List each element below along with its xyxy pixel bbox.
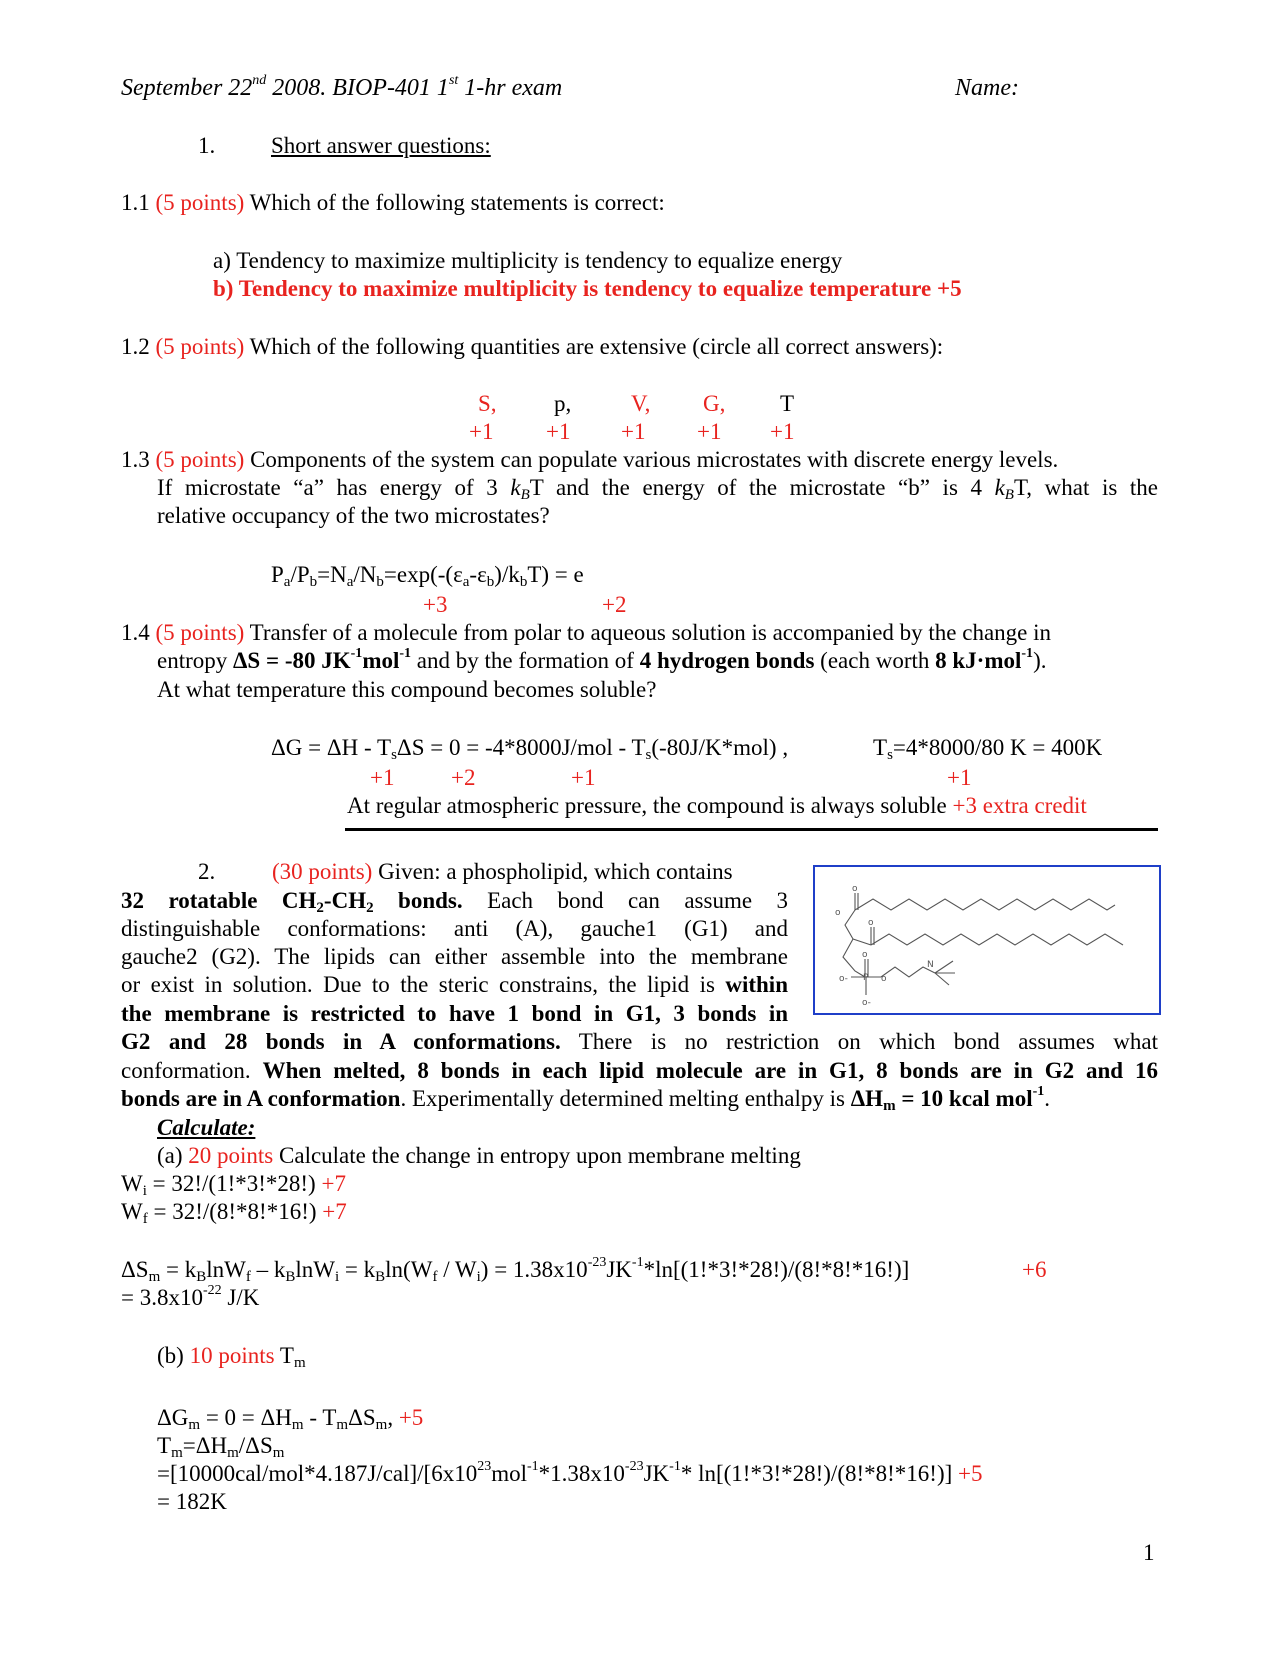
part-b-prompt: (b) 10 points $T_m$ <box>157 1343 306 1372</box>
wi-formula: $W_i = 32!/(1!*3!*28!) +7$ <box>121 1171 346 1200</box>
gibbs-equation: $\Delta G_m = 0 = \Delta H_m - T_m\Delta S_m$, +5 <box>157 1405 424 1434</box>
question-2-line3: distinguishable conformations: anti (A), gauche1 (G1) and <box>121 916 788 941</box>
quantity-s: S, <box>478 391 497 416</box>
svg-text:o-: o- <box>862 998 871 1008</box>
part-a-prompt: (a) 20 points Calculate the change in entropy upon membrane melting <box>157 1143 801 1168</box>
score: +6 <box>1022 1257 1047 1282</box>
temperature-result: $T_s=4*8000/80$ K = 400K <box>873 735 1103 764</box>
question-1-3-line2: If microstate “a” has energy of 3 $k_BT$ and the energy of the microstate “b” is 4 $k_BT$, what is the <box>157 475 1158 504</box>
question-1-3: 1.3 (5 points) Components of the system can populate various microstates with discrete energy levels. <box>121 447 1059 472</box>
score: +1 <box>621 419 646 444</box>
question-2-number: 2. <box>198 859 216 884</box>
svg-text:P: P <box>863 973 869 983</box>
svg-text:o-: o- <box>839 974 848 984</box>
question-2-line7: G2 and 28 bonds in A conformations. There is no restriction on which bond assumes what <box>121 1029 1159 1054</box>
occupancy-equation: $P_a/P_b=N_a/N_b=\exp(-(\varepsilon_a-\varepsilon_b)/k_bT) = e$ <box>271 562 584 591</box>
solubility-note: At regular atmospheric pressure, the compound is always soluble +3 extra credit <box>347 793 1087 818</box>
question-1-3-line3: relative occupancy of the two microstates? <box>157 503 550 528</box>
score: +1 <box>697 419 722 444</box>
tm-calculation: $=[10000cal/mol*4.187J/cal]/[6x10^{23}mol^{-1}*1.38x10^{-23}JK^{-1}*$ ln[(1!*3!*28!)/(8!*8!*16!)] +5 <box>157 1459 983 1486</box>
quantity-p: p, <box>554 391 572 416</box>
svg-text:N: N <box>927 960 934 970</box>
question-2-line9: bonds are in A conformation. Experimentally determined melting enthalpy is $\Delta H_m = 10$ kcal mol$^{-1}$. <box>121 1084 1051 1115</box>
section-number: 1. <box>198 133 216 158</box>
score: +1 <box>546 419 571 444</box>
question-1-4-line2: entropy ΔS = -80 $JK^{-1}mol^{-1}$ and by the formation of 4 hydrogen bonds (each worth 8 kJ·mol$^{-1}$). <box>157 646 1047 673</box>
quantity-g: G, <box>703 391 726 416</box>
svg-text:o: o <box>881 974 887 984</box>
calculate-heading: Calculate: <box>157 1115 256 1140</box>
svg-text:o: o <box>835 908 841 918</box>
name-label: Name: <box>955 75 1019 101</box>
quantity-t: T <box>780 391 795 416</box>
wf-formula: $W_f = 32!/(8!*8!*16!) +7$ <box>121 1199 347 1228</box>
quantity-v: V, <box>631 391 651 416</box>
question-2-line4: gauche2 (G2). The lipids can either assemble into the membrane <box>121 944 788 969</box>
question-1-4: 1.4 (5 points) Transfer of a molecule from polar to aqueous solution is accompanied by the change in <box>121 620 1052 645</box>
exam-header: September 22nd 2008. BIOP-401 1st 1-hr exam <box>121 73 563 101</box>
score: +1 <box>571 765 596 790</box>
question-2-line2: 32 rotatable $CH_2-CH_2$ bonds. Each bond can assume 3 <box>121 888 788 917</box>
entropy-result: = $3.8x10^{-22}$ J/K <box>121 1283 260 1310</box>
score: +3 <box>423 592 448 617</box>
question-2-line5: or exist in solution. Due to the steric constrains, the lipid is within <box>121 972 788 997</box>
question-1-1: 1.1 (5 points) Which of the following statements is correct: <box>121 190 665 215</box>
question-1-4-line3: At what temperature this compound becomes soluble? <box>157 677 657 702</box>
question-2-line6: the membrane is restricted to have 1 bond in G1, 3 bonds in <box>121 1001 788 1026</box>
tm-result: = 182K <box>157 1489 227 1514</box>
entropy-equation: $\Delta S_m = k_B\ln W_f - k_B\ln W_i = k_B\ln(W_f / W_i) = 1.38x10^{-23}JK^{-1}*\ln[(1!*3!*28!)/(8!*8!*16!)]$ <box>121 1255 910 1286</box>
svg-text:o: o <box>862 950 868 960</box>
divider-line <box>345 828 1158 831</box>
free-energy-equation: $\Delta G = \Delta H - T_s\Delta S = 0 = -4*8000J/mol - T_s(-80J/K*mol)$ , <box>271 735 789 764</box>
svg-text:o: o <box>868 918 874 928</box>
score: +1 <box>770 419 795 444</box>
score: +2 <box>602 592 627 617</box>
question-2-line8: conformation. When melted, 8 bonds in each lipid molecule are in G1, 8 bonds are in G2 and 16 <box>121 1058 1158 1083</box>
page-number: 1 <box>1143 1540 1155 1565</box>
score: +1 <box>370 765 395 790</box>
score: +2 <box>451 765 476 790</box>
option-b-correct: b) Tendency to maximize multiplicity is tendency to equalize temperature +5 <box>213 276 962 301</box>
phospholipid-structure-icon <box>815 867 1159 1013</box>
question-2-line1: (30 points) Given: a phospholipid, which contains <box>272 859 733 884</box>
phospholipid-diagram <box>813 865 1161 1015</box>
section-title: Short answer questions: <box>271 133 491 158</box>
score: +1 <box>947 765 972 790</box>
option-a: a) Tendency to maximize multiplicity is tendency to equalize energy <box>213 248 843 273</box>
question-1-2: 1.2 (5 points) Which of the following quantities are extensive (circle all correct answers): <box>121 334 944 359</box>
score: +1 <box>469 419 494 444</box>
tm-definition: $T_m=\Delta H_m/\Delta S_m$ <box>157 1433 285 1462</box>
svg-text:o: o <box>852 884 858 894</box>
